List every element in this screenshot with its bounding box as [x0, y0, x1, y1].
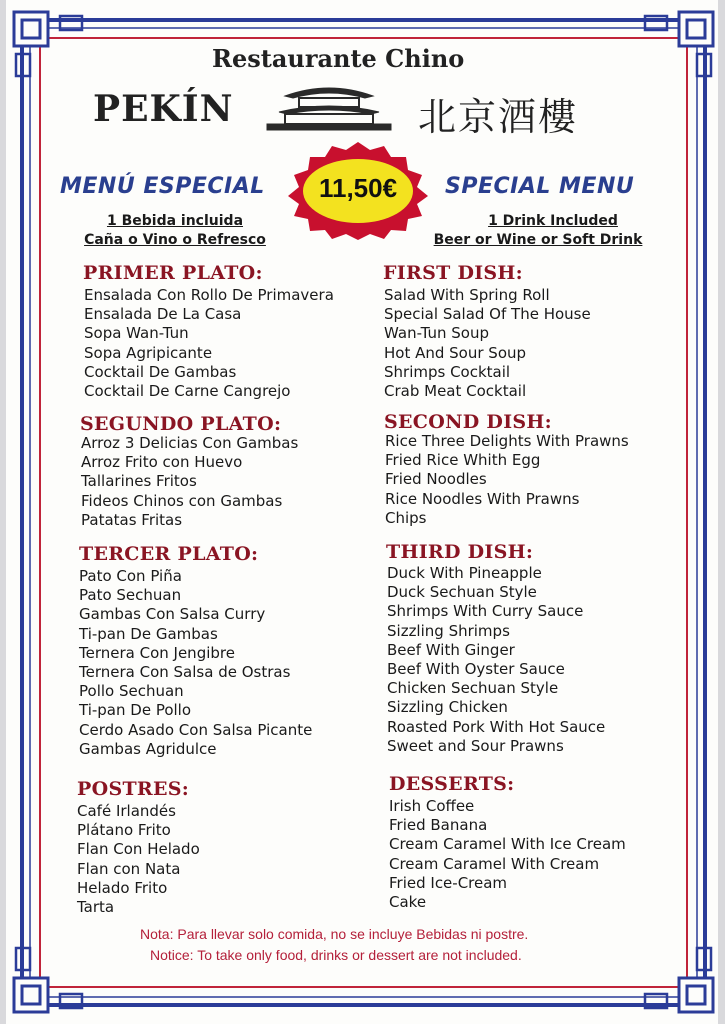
menu-item: Cream Caramel With Ice Cream	[389, 835, 626, 854]
menu-item: Fideos Chinos con Gambas	[81, 491, 283, 510]
menu-title-es: MENÚ ESPECIAL	[60, 174, 265, 199]
menu-list-es-3	[79, 567, 312, 759]
menu-item: Cerdo Asado Con Salsa Picante	[79, 720, 313, 739]
menu-item: Rice Three Delights With Prawns	[385, 432, 629, 450]
menu-item: Crab Meat Cocktail	[384, 382, 527, 401]
menu-item: Ti-pan De Pollo	[79, 701, 192, 720]
menu-item: Fried Banana	[389, 816, 488, 835]
menu-item: Sizzling Chicken	[387, 698, 508, 717]
section-title-es-3: TERCER PLATO:	[79, 543, 259, 565]
brand-name: PEKÍN	[93, 88, 234, 130]
menu-list-en-3	[387, 564, 605, 756]
menu-item: Tarta	[77, 898, 115, 917]
menu-item: Cream Caramel With Cream	[389, 854, 600, 873]
menu-item: Chicken Sechuan Style	[387, 679, 559, 698]
corner-knot-top-left	[14, 12, 48, 46]
menu-item: Arroz Frito con Huevo	[81, 453, 243, 472]
menu-item: Fried Ice-Cream	[389, 873, 508, 892]
menu-item: Rice Noodles With Prawns	[385, 489, 580, 508]
menu-item: Hot And Sour Soup	[384, 343, 527, 362]
section-title-es-4: POSTRES:	[77, 778, 190, 800]
menu-item: Fried Noodles	[385, 470, 487, 489]
price-label: 11,50€	[318, 173, 398, 203]
menu-item: Pato Con Piña	[79, 567, 182, 585]
corner-knot-bottom-left	[14, 978, 48, 1012]
menu-item: Irish Coffee	[389, 797, 475, 815]
menu-item: Helado Frito	[77, 878, 168, 897]
note-es: Nota: Para llevar solo comida, no se incluye Bebidas ni postre.	[140, 926, 529, 942]
drink-options-es: Caña o Vino o Refresco	[84, 232, 266, 248]
menu-item: Beef With Ginger	[387, 640, 515, 659]
menu-item: Shrimps With Curry Sauce	[387, 602, 584, 621]
restaurant-title: Restaurante Chino	[212, 44, 465, 73]
menu-item: Café Irlandés	[77, 802, 176, 820]
corner-knot-top-right	[679, 12, 713, 46]
menu-list-en-1	[384, 286, 591, 401]
menu-list-es-1	[84, 286, 334, 401]
section-title-en-3: THIRD DISH:	[386, 541, 534, 563]
brand-chinese: 北京酒樓	[418, 95, 579, 139]
menu-item: Pato Sechuan	[79, 586, 182, 605]
menu-item: Gambas Agridulce	[79, 739, 217, 758]
menu-item: Ensalada De La Casa	[84, 305, 242, 324]
section-title-es-2: SEGUNDO PLATO:	[80, 413, 282, 435]
menu-item: Shrimps Cocktail	[384, 362, 511, 381]
menu-item: Fried Rice Whith Egg	[385, 451, 541, 470]
menu-list-en-4	[389, 797, 626, 912]
menu-item: Sweet and Sour Prawns	[387, 736, 564, 755]
menu-item: Duck With Pineapple	[387, 564, 542, 582]
menu-item: Arroz 3 Delicias Con Gambas	[81, 434, 299, 452]
menu-item: Tallarines Fritos	[81, 472, 197, 491]
menu-item: Chips	[385, 508, 427, 527]
menu-item: Cake	[389, 893, 427, 912]
menu-list-es-2	[81, 434, 298, 530]
section-title-en-4: DESSERTS:	[389, 773, 515, 795]
menu-list-en-2	[385, 432, 629, 528]
note-en: Notice: To take only food, drinks or dessert are not included.	[150, 947, 522, 963]
menu-title-en: SPECIAL MENU	[445, 174, 635, 199]
menu-item: Wan-Tun Soup	[384, 324, 489, 343]
menu-item: Sopa Wan-Tun	[84, 324, 189, 343]
corner-knot-bottom-right	[679, 978, 713, 1012]
menu-item: Ensalada Con Rollo De Primavera	[84, 286, 334, 304]
section-title-en-1: FIRST DISH:	[383, 262, 523, 284]
menu-item: Ternera Con Salsa de Ostras	[79, 663, 291, 682]
section-title-es-1: PRIMER PLATO:	[83, 262, 263, 284]
menu-item: Duck Sechuan Style	[387, 583, 537, 602]
drink-options-en: Beer or Wine or Soft Drink	[433, 232, 643, 248]
menu-item: Sizzling Shrimps	[387, 621, 510, 640]
menu-item: Beef With Oyster Sauce	[387, 660, 565, 679]
pagoda-icon	[265, 78, 393, 134]
menu-item: Cocktail De Carne Cangrejo	[84, 382, 291, 401]
menu-item: Flan con Nata	[77, 859, 181, 878]
section-title-en-2: SECOND DISH:	[384, 411, 552, 433]
menu-item: Roasted Pork With Hot Sauce	[387, 717, 606, 736]
menu-item: Ternera Con Jengibre	[79, 643, 235, 662]
menu-item: Salad With Spring Roll	[384, 286, 550, 304]
menu-item: Patatas Fritas	[81, 510, 183, 529]
menu-item: Plátano Frito	[77, 821, 171, 840]
menu-item: Pollo Sechuan	[79, 682, 184, 701]
menu-item: Flan Con Helado	[77, 840, 200, 859]
menu-item: Ti-pan De Gambas	[79, 624, 218, 643]
menu-item: Cocktail De Gambas	[84, 362, 237, 381]
menu-item: Sopa Agripicante	[84, 343, 213, 362]
menu-list-es-4	[77, 802, 200, 917]
drink-included-en: 1 Drink Included	[488, 213, 618, 229]
menu-item: Special Salad Of The House	[384, 305, 591, 324]
menu-item: Gambas Con Salsa Curry	[79, 605, 266, 624]
drink-included-es: 1 Bebida incluida	[106, 213, 244, 229]
